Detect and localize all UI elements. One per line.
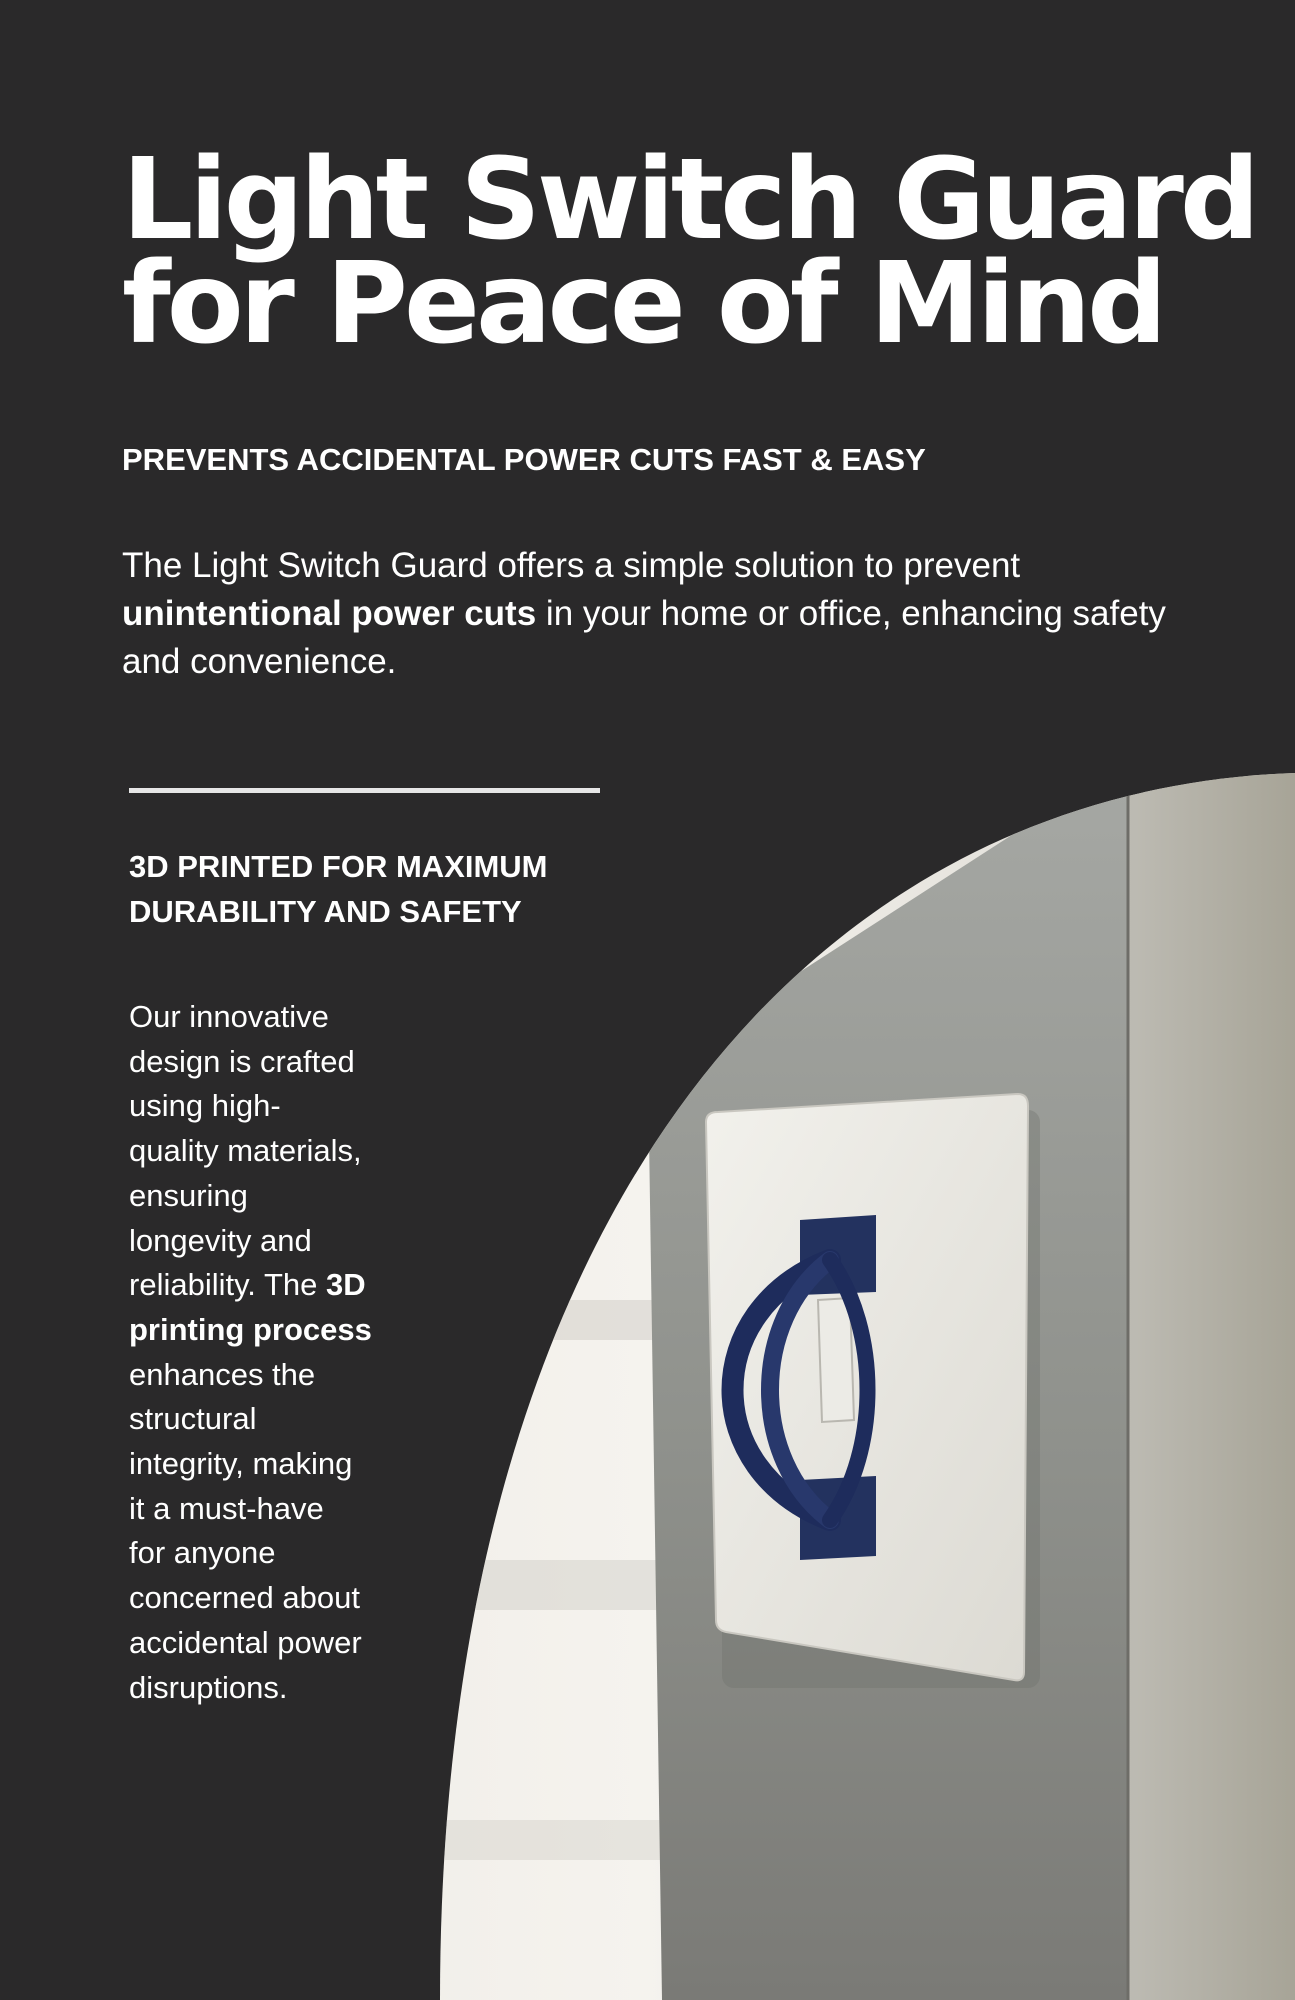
wall-edge <box>1128 760 1295 2000</box>
body-line: longevity and <box>129 1222 312 1258</box>
body-line: enhances the <box>129 1356 316 1392</box>
section-heading-line-1: 3D PRINTED FOR MAXIMUM <box>129 849 548 884</box>
intro-lead: The Light Switch Guard offers a simple solution to prevent <box>122 546 1021 585</box>
body-line <box>129 1263 429 1308</box>
body-line: accidental power <box>129 1624 362 1660</box>
intro-tail: in your home or office, enhancing safety and convenience. <box>122 594 1166 681</box>
body-line: it a must-have <box>129 1490 324 1526</box>
section-heading <box>129 844 599 934</box>
body-line <box>129 1308 429 1353</box>
body-line: ensuring <box>129 1177 248 1213</box>
section-heading-line-2: DURABILITY AND SAFETY <box>129 894 522 929</box>
switch-toggle <box>818 1298 854 1422</box>
intro-emphasis: unintentional power cuts <box>122 594 537 633</box>
body-line: quality materials, <box>129 1133 362 1169</box>
body-line-lead: reliability. The <box>129 1267 326 1303</box>
body-line: design is crafted <box>129 1043 355 1079</box>
subheading: PREVENTS ACCIDENTAL POWER CUTS FAST & EASY <box>122 442 926 477</box>
section-body <box>129 995 429 1710</box>
body-emphasis: 3D <box>326 1267 366 1303</box>
body-line: Our innovative <box>129 999 329 1034</box>
wall-shadow-band <box>440 1560 660 1610</box>
body-line: disruptions. <box>129 1669 288 1705</box>
body-line: integrity, making <box>129 1446 353 1482</box>
wall-shadow-band <box>440 1300 660 1340</box>
title-line-2: for Peace of Mind <box>122 239 1164 369</box>
wall-shadow-band <box>440 1820 660 1860</box>
title-line-1: Light Switch Guard <box>122 135 1257 265</box>
body-line: using high- <box>129 1088 281 1124</box>
body-line: for anyone <box>129 1535 276 1571</box>
body-line: concerned about <box>129 1580 360 1616</box>
body-line: structural <box>129 1401 257 1437</box>
body-emphasis: printing process <box>129 1311 372 1347</box>
